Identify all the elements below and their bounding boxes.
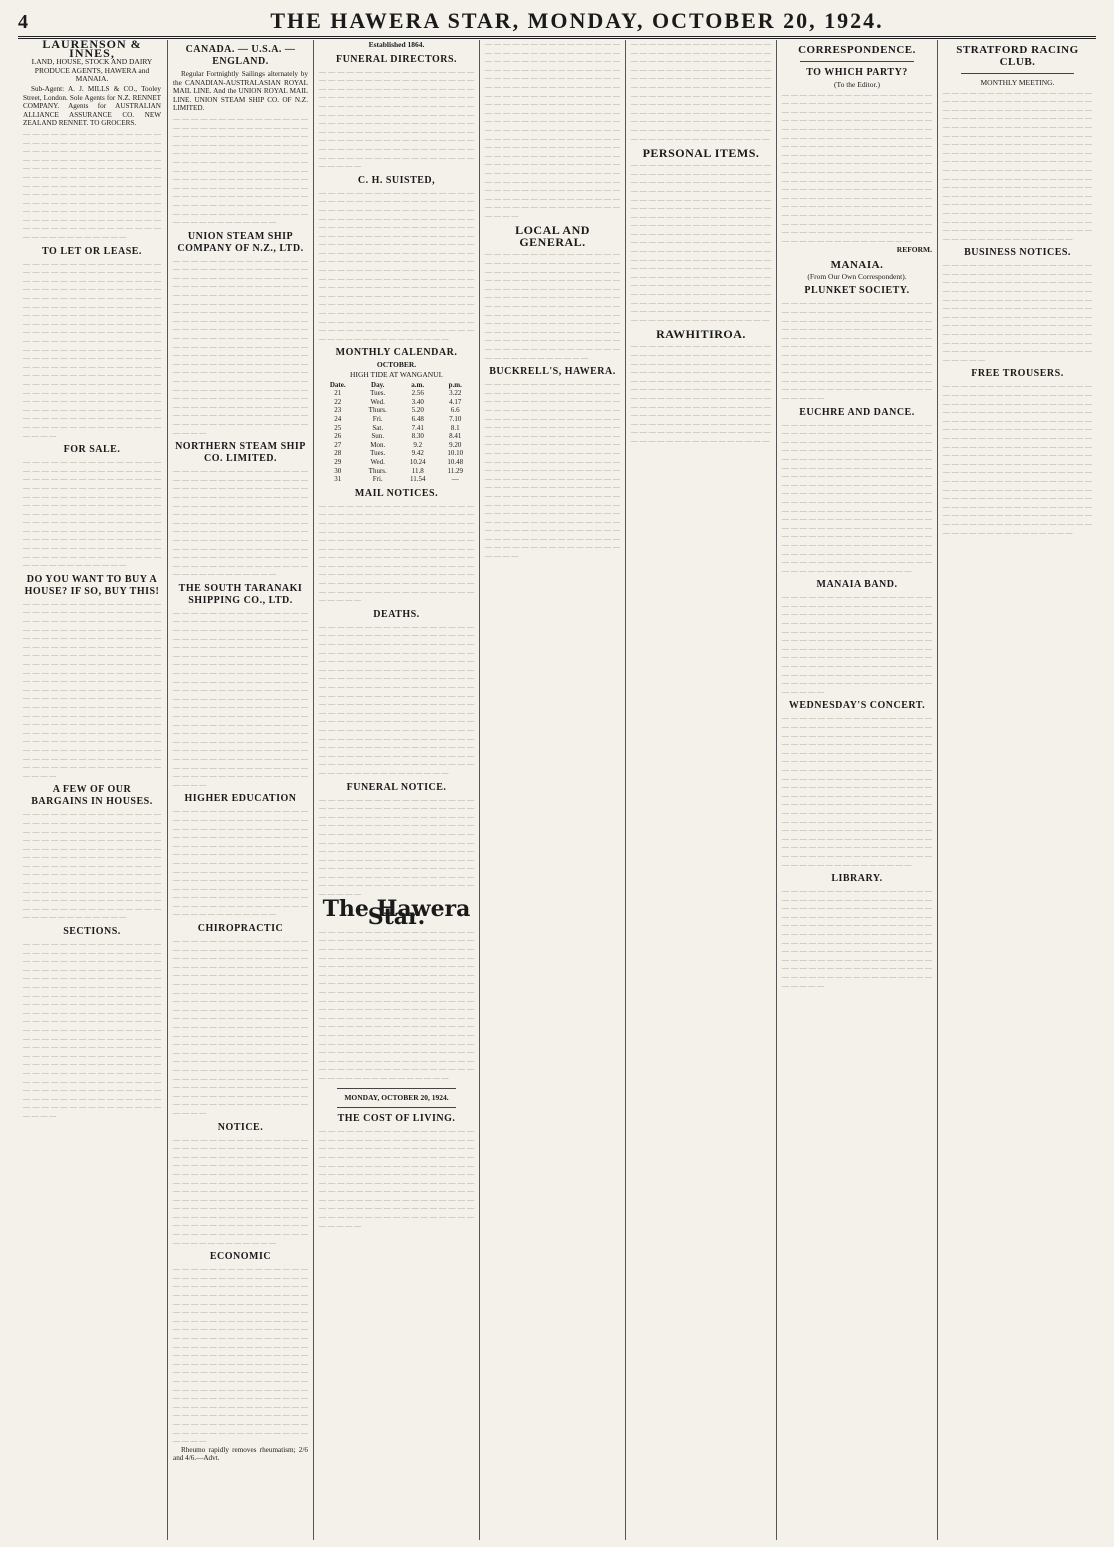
tide-cell: 8.1 bbox=[450, 423, 460, 432]
tide-cell: 21 bbox=[334, 389, 342, 398]
col3-heading-calendar: MONTHLY CALENDAR. bbox=[335, 347, 458, 359]
tide-cell: 22 bbox=[334, 397, 342, 406]
col6-signature: REFORM. bbox=[896, 245, 932, 255]
tide-cell: 23 bbox=[334, 406, 342, 415]
tide-cell: Thurs. bbox=[368, 466, 387, 475]
column-1 bbox=[18, 40, 166, 1540]
col3-filler-g: — — — — — — — — — — — — — — — — — — — — — — — — — — — — — — — — — — — — — — — — — — — — — — — — — — — — — — — — — — — — — — — — — — — — — — — — — — — — — — — — — — — — — — — — — — — — — — — — — — — — — — — — — — — — — — — — — — — — — — — — — — — — — — — — — — — — — — — — — — — — — — — — — — — — — — — — — — — — — — — — — — — — — — — — — — — — — — — — — — — — — — — — — — — — — — — — bbox=[319, 1127, 474, 1230]
col4-filler-c: — — — — — — — — — — — — — — — — — — — — — — — — — — — — — — — — — — — — — — — — — — — — — — — — — — — — — — — — — — — — — — — — — — — — — — — — — — — — — — — — — — — — — — — — — — — — — — — — — — — — — — — — — — — — — — — — — — — — — — — — — — — — — — — — — — — — — — — — — — — — — — — — — — — — — — — — — — — — — — — — — — — — — — — — — — — — — — — — — — — — — — — — — — — — — — — — — — — — — — — — — — — — — — — — — — — — — — — — — — — — — — — — — — — — — — — — — — — — — — — — — — — — — — — — — — — — — — — — — — — — — — — — — — — — — — — — — — — — — — — — — — — — — — — — — — — — — — — — — — — — — — — — bbox=[485, 380, 620, 561]
col1-filler-d: — — — — — — — — — — — — — — — — — — — — — — — — — — — — — — — — — — — — — — — — — — — — — — — — — — — — — — — — — — — — — — — — — — — — — — — — — — — — — — — — — — — — — — — — — — — — — — — — — — — — — — — — — — — — — — — — — — — — — — — — — — — — — — — — — — — — — — — — — — — — — — — — — — — — — — — — — — — — — — — — — — — — — — — — — — — — — — — — — — — — — — — — — — — — — — — — — — — — — — — — — — — — — — — — — — — — — — — — — — — — — — — — — — — — — — — — — — — — — — — — — — — — — — — — — — — — — — — — — — — — — — — — — — — — — — — — — — — — — — — — — — — — — — — — — — — — — — — — — — — — — — — — bbox=[23, 599, 161, 780]
col2-filler-e: — — — — — — — — — — — — — — — — — — — — — — — — — — — — — — — — — — — — — — — — — — — — — — — — — — — — — — — — — — — — — — — — — — — — — — — — — — — — — — — — — — — — — — — — — — — — — — — — — — — — — — — — — — — — — — — — — — — — — — — — — — — — — — — — — — — — — — — — — — — — — — — — — — — — — — — — — — — — — — — — — — — — — — — — — — — — — — — — — — — — — — — — — — — — — — — — bbox=[173, 807, 308, 919]
tide-cell: 10.24 bbox=[409, 457, 426, 466]
tide-row bbox=[319, 458, 474, 467]
tide-row bbox=[319, 424, 474, 433]
col1-filler-b: — — — — — — — — — — — — — — — — — — — — — — — — — — — — — — — — — — — — — — — — — — — — — — — — — — — — — — — — — — — — — — — — — — — — — — — — — — — — — — — — — — — — — — — — — — — — — — — — — — — — — — — — — — — — — — — — — — — — — — — — — — — — — — — — — — — — — — — — — — — — — — — — — — — — — — — — — — — — — — — — — — — — — — — — — — — — — — — — — — — — — — — — — — — — — — — — — — — — — — — — — — — — — — — — — — — — — — — — — — — — — — — — — — — — — — — — — — — — — — — — — — — — — — — — — — — — — — — — — — — — — — — — — — — — — — — — — — — — — — — — — — — — — — — — — — — — — — — — — — — — — — — — bbox=[23, 259, 161, 440]
tide-cell: 5.20 bbox=[411, 406, 424, 415]
col6-heading-concert: WEDNESDAY'S CONCERT. bbox=[788, 700, 926, 712]
tide-cell: 11.8 bbox=[411, 466, 424, 475]
col3-tide-title: HIGH TIDE AT WANGANUI. bbox=[350, 370, 443, 379]
tide-cell: 30 bbox=[334, 466, 342, 475]
col1-section-to-let: TO LET OR LEASE. bbox=[42, 245, 142, 257]
col6-to-editor: (To the Editor.) bbox=[834, 80, 880, 89]
tide-cell: 7.41 bbox=[411, 423, 424, 432]
col5-heading-personal: PERSONAL ITEMS. bbox=[642, 146, 760, 161]
tide-row bbox=[319, 389, 474, 398]
col3-rule bbox=[337, 1088, 456, 1089]
col3-date: MONDAY, OCTOBER 20, 1924. bbox=[344, 1092, 449, 1102]
tide-cell: 6.48 bbox=[411, 414, 424, 423]
col6-rule bbox=[800, 61, 914, 62]
col1-section-sections: SECTIONS. bbox=[63, 926, 121, 938]
col7-heading-racing-club: STRATFORD RACING CLUB. bbox=[956, 44, 1079, 68]
col2-text1: Regular Fortnightly Sailings alternately by the CANADIAN-AUSTRALASIAN ROYAL MAIL LINE. And the UNION ROYAL MAIL LINE. UNION STEAM SHIP CO. OF N.Z. LIMITED. bbox=[173, 70, 308, 113]
col4-filler-a: — — — — — — — — — — — — — — — — — — — — — — — — — — — — — — — — — — — — — — — — — — — — — — — — — — — — — — — — — — — — — — — — — — — — — — — — — — — — — — — — — — — — — — — — — — — — — — — — — — — — — — — — — — — — — — — — — — — — — — — — — — — — — — — — — — — — — — — — — — — — — — — — — — — — — — — — — — — — — — — — — — — — — — — — — — — — — — — — — — — — — — — — — — — — — — — — — — — — — — — — — — — — — — — — — — — — — — — — — — — — — — — — — — — — — — — — — — — — — — — — — — — — — — — — — — — — — — — — — — — — — — — — — — — — — — — — — — — — — — — — — — — — — — — — — — — — — — — — — — — — — — — — bbox=[485, 40, 620, 220]
column-4 bbox=[479, 40, 625, 1540]
col2-heading-higher-education: HIGHER EDUCATION bbox=[184, 793, 297, 805]
masthead bbox=[18, 8, 1096, 39]
tide-cell: 3.22 bbox=[449, 389, 462, 398]
col7-rule bbox=[961, 73, 1074, 74]
tide-header-cell: p.m. bbox=[448, 380, 462, 389]
tide-cell: 24 bbox=[334, 414, 342, 423]
tide-row bbox=[319, 475, 474, 484]
col5-filler-c: — — — — — — — — — — — — — — — — — — — — — — — — — — — — — — — — — — — — — — — — — — — — — — — — — — — — — — — — — — — — — — — — — — — — — — — — — — — — — — — — — — — — — — — — — — — — — — — — — — — — — — — — — — — — — — — — — — — — — — — — — — — — — — — — — — — — — — — — — — — — — — — — — — — — — — — — — — — — — — — — — — — — — — — — — — — — — — — — — — — — — — — — — — — — — — — — bbox=[631, 342, 771, 445]
col2-heading-chiropractic: CHIROPRACTIC bbox=[197, 923, 284, 935]
col1-filler-e: — — — — — — — — — — — — — — — — — — — — — — — — — — — — — — — — — — — — — — — — — — — — — — — — — — — — — — — — — — — — — — — — — — — — — — — — — — — — — — — — — — — — — — — — — — — — — — — — — — — — — — — — — — — — — — — — — — — — — — — — — — — — — — — — — — — — — — — — — — — — — — — — — — — — — — — — — — — — — — — — — — — — — — — — — — — — — — — — — — — — — — — — — — — — — — — — bbox=[23, 810, 161, 922]
col6-filler-a: — — — — — — — — — — — — — — — — — — — — — — — — — — — — — — — — — — — — — — — — — — — — — — — — — — — — — — — — — — — — — — — — — — — — — — — — — — — — — — — — — — — — — — — — — — — — — — — — — — — — — — — — — — — — — — — — — — — — — — — — — — — — — — — — — — — — — — — — — — — — — — — — — — — — — — — — — — — — — — — — — — — — — — — — — — — — — — — — — — — — — — — — — — — — — — — — — — — — — — — — — — — — — — — — — — — — — — — — — — — — — — — — — — — — — — — — — — — — — — — — — — — — — — — — — — — — — — — — — — — — — — — — — — — — — — — — — — — — — — — — — — — — — — — — — — — — — — — — — — — — — — — — bbox=[782, 90, 932, 245]
tide-cell: Mon. bbox=[370, 440, 386, 449]
tide-cell: 8.41 bbox=[449, 432, 462, 441]
col1-filler-a: — — — — — — — — — — — — — — — — — — — — — — — — — — — — — — — — — — — — — — — — — — — — — — — — — — — — — — — — — — — — — — — — — — — — — — — — — — — — — — — — — — — — — — — — — — — — — — — — — — — — — — — — — — — — — — — — — — — — — — — — — — — — — — — — — — — — — — — — — — — — — — — — — — — — — — — — — — — — — — — — — — — — — — — — — — — — — — — — — — — — — — — — — — — — — — — — bbox=[23, 129, 161, 242]
column-6 bbox=[776, 40, 937, 1540]
col4-filler-b: — — — — — — — — — — — — — — — — — — — — — — — — — — — — — — — — — — — — — — — — — — — — — — — — — — — — — — — — — — — — — — — — — — — — — — — — — — — — — — — — — — — — — — — — — — — — — — — — — — — — — — — — — — — — — — — — — — — — — — — — — — — — — — — — — — — — — — — — — — — — — — — — — — — — — — — — — — — — — — — — — — — — — — — — — — — — — — — — — — — — — — — — — — — — — — — — bbox=[485, 250, 620, 362]
col6-heading-euchre: EUCHRE AND DANCE. bbox=[799, 406, 915, 418]
col2-filler-b: — — — — — — — — — — — — — — — — — — — — — — — — — — — — — — — — — — — — — — — — — — — — — — — — — — — — — — — — — — — — — — — — — — — — — — — — — — — — — — — — — — — — — — — — — — — — — — — — — — — — — — — — — — — — — — — — — — — — — — — — — — — — — — — — — — — — — — — — — — — — — — — — — — — — — — — — — — — — — — — — — — — — — — — — — — — — — — — — — — — — — — — — — — — — — — — — — — — — — — — — — — — — — — — — — — — — — — — — — — — — — — — — — — — — — — — — — — — — — — — — — — — — — — — — — — — — — — — — — — — — — — — — — — — — — — — — — — — — — — — — — — — — — — — — — — — — — — — — — — — — — — — — bbox=[173, 256, 308, 437]
tide-row bbox=[319, 406, 474, 415]
col1-section-bargains: A FEW OF OUR BARGAINS IN HOUSES. bbox=[31, 784, 153, 808]
col3-filler-b: — — — — — — — — — — — — — — — — — — — — — — — — — — — — — — — — — — — — — — — — — — — — — — — — — — — — — — — — — — — — — — — — — — — — — — — — — — — — — — — — — — — — — — — — — — — — — — — — — — — — — — — — — — — — — — — — — — — — — — — — — — — — — — — — — — — — — — — — — — — — — — — — — — — — — — — — — — — — — — — — — — — — — — — — — — — — — — — — — — — — — — — — — — — — — — — — — — — — — — — — — — — — — — — — — — — — — — — — — — — — — — — — — — — — — — — — — — — — — — — — — — — — — — — — — — — — — — — — — — — — — — — — — — — — — — — — — — — — — — — — — — — — — — — — — — — — — — — — — — — — — — — — bbox=[319, 188, 474, 343]
col1-para1: Sub-Agent: A. J. MILLS & CO., Tooley Street, London. Sole Agents for N.Z. RENNET COMPANY. Agents for AUSTRALIAN ALLIANCE ASSURANCE CO. NEW ZEALAND RENNET. TO GROCERS. bbox=[23, 84, 161, 128]
col3-heading-mail: MAIL NOTICES. bbox=[354, 487, 439, 499]
col2-heading-south-taranaki: THE SOUTH TARANAKI SHIPPING CO., LTD. bbox=[178, 582, 303, 606]
tide-cell: 4.17 bbox=[449, 397, 462, 406]
col3-heading-funeral-directors: FUNERAL DIRECTORS. bbox=[335, 53, 458, 65]
tide-cell: Fri. bbox=[372, 475, 383, 484]
col7-heading-business-notices: BUSINESS NOTICES. bbox=[964, 247, 1071, 259]
tide-cell: Sun. bbox=[371, 432, 385, 441]
col2-filler-a: — — — — — — — — — — — — — — — — — — — — — — — — — — — — — — — — — — — — — — — — — — — — — — — — — — — — — — — — — — — — — — — — — — — — — — — — — — — — — — — — — — — — — — — — — — — — — — — — — — — — — — — — — — — — — — — — — — — — — — — — — — — — — — — — — — — — — — — — — — — — — — — — — — — — — — — — — — — — — — — — — — — — — — — — — — — — — — — — — — — — — — — — — — — — — — — — bbox=[173, 114, 308, 227]
tide-cell: Tues. bbox=[370, 449, 386, 458]
tide-cell: 7.10 bbox=[449, 414, 462, 423]
col1-section-buy-house: DO YOU WANT TO BUY A HOUSE? IF SO, BUY THIS! bbox=[24, 573, 160, 597]
column-3 bbox=[313, 40, 479, 1540]
col1-section-for-sale: FOR SALE. bbox=[63, 444, 121, 456]
col2-heading-canada: CANADA. — U.S.A. — ENGLAND. bbox=[185, 44, 296, 67]
col6-filler-c: — — — — — — — — — — — — — — — — — — — — — — — — — — — — — — — — — — — — — — — — — — — — — — — — — — — — — — — — — — — — — — — — — — — — — — — — — — — — — — — — — — — — — — — — — — — — — — — — — — — — — — — — — — — — — — — — — — — — — — — — — — — — — — — — — — — — — — — — — — — — — — — — — — — — — — — — — — — — — — — — — — — — — — — — — — — — — — — — — — — — — — — — — — — — — — — — — — — — — — — — — — — — — — — — — — — — — — — — — — — — — — — — — — — — — — — — — — — — — — — — — — — — — — — — — — — — — — — — — — — — — — — — — — — — — — — — — — — — — — — — — — — — — — — — — — — — — — — — — — — — — — — — bbox=[782, 420, 932, 575]
col3-filler-d: — — — — — — — — — — — — — — — — — — — — — — — — — — — — — — — — — — — — — — — — — — — — — — — — — — — — — — — — — — — — — — — — — — — — — — — — — — — — — — — — — — — — — — — — — — — — — — — — — — — — — — — — — — — — — — — — — — — — — — — — — — — — — — — — — — — — — — — — — — — — — — — — — — — — — — — — — — — — — — — — — — — — — — — — — — — — — — — — — — — — — — — — — — — — — — — — — — — — — — — — — — — — — — — — — — — — — — — — — — — — — — — — — — — — — — — — — — — — — — — — — — — — — — — — — — — — — — — — — — — — — — — — — — — — — — — — — — — — — — — — — — — — — — — — — — — — — — — — — — — — — — — — bbox=[319, 622, 474, 777]
col1-filler-f: — — — — — — — — — — — — — — — — — — — — — — — — — — — — — — — — — — — — — — — — — — — — — — — — — — — — — — — — — — — — — — — — — — — — — — — — — — — — — — — — — — — — — — — — — — — — — — — — — — — — — — — — — — — — — — — — — — — — — — — — — — — — — — — — — — — — — — — — — — — — — — — — — — — — — — — — — — — — — — — — — — — — — — — — — — — — — — — — — — — — — — — — — — — — — — — — — — — — — — — — — — — — — — — — — — — — — — — — — — — — — — — — — — — — — — — — — — — — — — — — — — — — — — — — — — — — — — — — — — — — — — — — — — — — — — — — — — — — — — — — — — — — — — — — — — — — — — — — — — — — — — — — bbox=[23, 940, 161, 1120]
tide-row bbox=[319, 449, 474, 458]
col2-heading-notice: NOTICE. bbox=[217, 1121, 264, 1133]
column-7 bbox=[937, 40, 1097, 1540]
tide-cell: Thurs. bbox=[368, 406, 387, 415]
col6-heading-manaia: MANAIA. bbox=[830, 258, 884, 271]
col2-heading-economic: ECONOMIC bbox=[209, 1251, 272, 1263]
col7-heading-monthly-meeting: MONTHLY MEETING. bbox=[980, 78, 1055, 87]
tide-body bbox=[319, 389, 474, 484]
tide-cell: 11.54 bbox=[409, 475, 426, 484]
col3-heading-cost-of-living: THE COST OF LIVING. bbox=[337, 1113, 456, 1125]
tide-cell: 11.29 bbox=[447, 466, 463, 475]
tide-cell: 9.42 bbox=[411, 449, 424, 458]
tide-cell: 6.6 bbox=[450, 406, 460, 415]
col6-filler-f: — — — — — — — — — — — — — — — — — — — — — — — — — — — — — — — — — — — — — — — — — — — — — — — — — — — — — — — — — — — — — — — — — — — — — — — — — — — — — — — — — — — — — — — — — — — — — — — — — — — — — — — — — — — — — — — — — — — — — — — — — — — — — — — — — — — — — — — — — — — — — — — — — — — — — — — — — — — — — — — — — — — — — — — — — — — — — — — — — — — — — — — — — — — — — — — — bbox=[782, 887, 932, 990]
col2-footer: Rheumo rapidly removes rheumatism; 2/6 and 4/6.—Advt. bbox=[173, 1445, 308, 1463]
tide-cell: 27 bbox=[334, 440, 342, 449]
col1-subheading: LAND, HOUSE, STOCK AND DAIRY PRODUCE AGENTS, HAWERA and MANAIA. bbox=[31, 57, 153, 84]
newspaper-title: THE HAWERA STAR, MONDAY, OCTOBER 20, 1924. bbox=[270, 8, 884, 33]
tide-cell: 10.10 bbox=[447, 449, 464, 458]
column-5 bbox=[625, 40, 776, 1540]
col3-established: Established 1864. bbox=[368, 40, 425, 49]
col3-heading-suisted: C. H. SUISTED, bbox=[357, 174, 436, 186]
tide-cell: 28 bbox=[334, 449, 342, 458]
col6-filler-b: — — — — — — — — — — — — — — — — — — — — — — — — — — — — — — — — — — — — — — — — — — — — — — — — — — — — — — — — — — — — — — — — — — — — — — — — — — — — — — — — — — — — — — — — — — — — — — — — — — — — — — — — — — — — — — — — — — — — — — — — — — — — — — — — — — — — — — — — — — — — — — — — — — — — — — — — — — — — — — — — — — — — — — — — — — — — — — — — — — — — — — — — — — — — — — — — bbox=[782, 299, 932, 402]
tide-cell: — bbox=[451, 475, 459, 484]
tide-cell: Wed. bbox=[370, 397, 385, 406]
tide-cell: 3.40 bbox=[411, 397, 424, 406]
col6-heading-plunket: PLUNKET SOCIETY. bbox=[804, 285, 910, 297]
tide-cell: Tues. bbox=[370, 389, 386, 398]
col2-heading-northern: NORTHERN STEAM SHIP CO. LIMITED. bbox=[175, 441, 306, 465]
col5-heading-rawhitiroa: RAWHITIROA. bbox=[656, 327, 746, 342]
col3-month: OCTOBER. bbox=[376, 360, 417, 370]
col6-heading-library: LIBRARY. bbox=[831, 873, 883, 885]
col4-heading-buckrells: BUCKRELL'S, HAWERA. bbox=[489, 366, 616, 378]
col7-heading-free-trousers: FREE TROUSERS. bbox=[971, 368, 1064, 380]
tide-cell: Fri. bbox=[372, 414, 383, 423]
tide-cell: 26 bbox=[334, 432, 342, 441]
col3-filler-c: — — — — — — — — — — — — — — — — — — — — — — — — — — — — — — — — — — — — — — — — — — — — — — — — — — — — — — — — — — — — — — — — — — — — — — — — — — — — — — — — — — — — — — — — — — — — — — — — — — — — — — — — — — — — — — — — — — — — — — — — — — — — — — — — — — — — — — — — — — — — — — — — — — — — — — — — — — — — — — — — — — — — — — — — — — — — — — — — — — — — — — — — — — — — — — — — bbox=[319, 501, 474, 605]
tide-row bbox=[319, 432, 474, 441]
tide-header-cell: Date. bbox=[329, 380, 346, 389]
col1-heading: LAURENSON & INNES, bbox=[42, 40, 142, 60]
tide-cell: 8.30 bbox=[411, 432, 424, 441]
col3-filler-a: — — — — — — — — — — — — — — — — — — — — — — — — — — — — — — — — — — — — — — — — — — — — — — — — — — — — — — — — — — — — — — — — — — — — — — — — — — — — — — — — — — — — — — — — — — — — — — — — — — — — — — — — — — — — — — — — — — — — — — — — — — — — — — — — — — — — — — — — — — — — — — — — — — — — — — — — — — — — — — — — — — — — — — — — — — — — — — — — — — — — — — — — — — — — — — — — bbox=[319, 67, 474, 171]
col3-heading-deaths: DEATHS. bbox=[373, 608, 420, 620]
tide-cell: 9.2 bbox=[413, 440, 423, 449]
col2-filler-c: — — — — — — — — — — — — — — — — — — — — — — — — — — — — — — — — — — — — — — — — — — — — — — — — — — — — — — — — — — — — — — — — — — — — — — — — — — — — — — — — — — — — — — — — — — — — — — — — — — — — — — — — — — — — — — — — — — — — — — — — — — — — — — — — — — — — — — — — — — — — — — — — — — — — — — — — — — — — — — — — — — — — — — — — — — — — — — — — — — — — — — — — — — — — — — — — bbox=[173, 467, 308, 579]
col1-filler-c: — — — — — — — — — — — — — — — — — — — — — — — — — — — — — — — — — — — — — — — — — — — — — — — — — — — — — — — — — — — — — — — — — — — — — — — — — — — — — — — — — — — — — — — — — — — — — — — — — — — — — — — — — — — — — — — — — — — — — — — — — — — — — — — — — — — — — — — — — — — — — — — — — — — — — — — — — — — — — — — — — — — — — — — — — — — — — — — — — — — — — — — — — — — — — — — — bbox=[23, 458, 161, 570]
tide-row bbox=[319, 398, 474, 407]
tide-cell: 2.56 bbox=[411, 389, 424, 398]
tide-row bbox=[319, 441, 474, 450]
col3-masthead-hawera-star: The Hawera Star. bbox=[322, 895, 471, 931]
col3-filler-e: — — — — — — — — — — — — — — — — — — — — — — — — — — — — — — — — — — — — — — — — — — — — — — — — — — — — — — — — — — — — — — — — — — — — — — — — — — — — — — — — — — — — — — — — — — — — — — — — — — — — — — — — — — — — — — — — — — — — — — — — — — — — — — — — — — — — — — — — — — — — — — — — — — — — — — — — — — — — — — — — — — — — — — — — — — — — — — — — — — — — — — — — — — — — — — — — bbox=[319, 795, 474, 899]
tide-cell: 9.20 bbox=[449, 440, 462, 449]
col6-heading-which-party: TO WHICH PARTY? bbox=[806, 67, 908, 78]
col2-heading-union: UNION STEAM SHIP COMPANY OF N.Z., LTD. bbox=[177, 230, 304, 254]
tide-header-cell: Day. bbox=[371, 380, 385, 389]
col3-heading-funeral-notice: FUNERAL NOTICE. bbox=[346, 781, 447, 793]
col5-filler-b: — — — — — — — — — — — — — — — — — — — — — — — — — — — — — — — — — — — — — — — — — — — — — — — — — — — — — — — — — — — — — — — — — — — — — — — — — — — — — — — — — — — — — — — — — — — — — — — — — — — — — — — — — — — — — — — — — — — — — — — — — — — — — — — — — — — — — — — — — — — — — — — — — — — — — — — — — — — — — — — — — — — — — — — — — — — — — — — — — — — — — — — — — — — — — — — — — — — — — — — — — — — — — — — — — — — — — — — — — — — — — — — — — — — — — — — — — — — — — — — — — — — — — — — — — — — — — — — — — — — — — — — — — — — — — — — — — — — — — — — — — — — — — — — — — — — — — — — — — — — — — — — — bbox=[631, 161, 771, 324]
col2-filler-g: — — — — — — — — — — — — — — — — — — — — — — — — — — — — — — — — — — — — — — — — — — — — — — — — — — — — — — — — — — — — — — — — — — — — — — — — — — — — — — — — — — — — — — — — — — — — — — — — — — — — — — — — — — — — — — — — — — — — — — — — — — — — — — — — — — — — — — — — — — — — — — — — — — — — — — — — — — — — — — — — — — — — — — — — — — — — — — — — — — — — — — — — — — — — — — — — bbox=[173, 1135, 308, 1247]
tide-cell: 31 bbox=[334, 475, 342, 484]
col6-filler-d: — — — — — — — — — — — — — — — — — — — — — — — — — — — — — — — — — — — — — — — — — — — — — — — — — — — — — — — — — — — — — — — — — — — — — — — — — — — — — — — — — — — — — — — — — — — — — — — — — — — — — — — — — — — — — — — — — — — — — — — — — — — — — — — — — — — — — — — — — — — — — — — — — — — — — — — — — — — — — — — — — — — — — — — — — — — — — — — — — — — — — — — — — — — — — — — — bbox=[782, 593, 932, 696]
col4-heading-local-general: LOCAL AND GENERAL. bbox=[515, 223, 590, 250]
col6-heading-band: MANAIA BAND. bbox=[816, 579, 898, 591]
tide-header-cell: a.m. bbox=[411, 380, 425, 389]
col6-own-correspondent: (From Our Own Correspondent). bbox=[807, 271, 907, 281]
page-number: 4 bbox=[18, 11, 28, 33]
tide-header-row bbox=[319, 381, 474, 390]
column-2 bbox=[167, 40, 313, 1540]
col6-filler-e: — — — — — — — — — — — — — — — — — — — — — — — — — — — — — — — — — — — — — — — — — — — — — — — — — — — — — — — — — — — — — — — — — — — — — — — — — — — — — — — — — — — — — — — — — — — — — — — — — — — — — — — — — — — — — — — — — — — — — — — — — — — — — — — — — — — — — — — — — — — — — — — — — — — — — — — — — — — — — — — — — — — — — — — — — — — — — — — — — — — — — — — — — — — — — — — — — — — — — — — — — — — — — — — — — — — — — — — — — — — — — — — — — — — — — — — — — — — — — — — — — — — — — — — — — — — — — — — — — — — — — — — — — — — — — — — — — — — — — — — — — — — — — — — — — — — — — — — — — — — — — — — — bbox=[782, 714, 932, 869]
tide-cell: Wed. bbox=[370, 457, 385, 466]
tide-cell: 10.48 bbox=[447, 457, 464, 466]
col7-filler-b: — — — — — — — — — — — — — — — — — — — — — — — — — — — — — — — — — — — — — — — — — — — — — — — — — — — — — — — — — — — — — — — — — — — — — — — — — — — — — — — — — — — — — — — — — — — — — — — — — — — — — — — — — — — — — — — — — — — — — — — — — — — — — — — — — — — — — — — — — — — — — — — — — — — — — — — — — — — — — — — — — — — — — — — — — — — — — — — — — — — — — — — — — — — — — — — — bbox=[943, 261, 1092, 364]
tide-row bbox=[319, 415, 474, 424]
col2-filler-f: — — — — — — — — — — — — — — — — — — — — — — — — — — — — — — — — — — — — — — — — — — — — — — — — — — — — — — — — — — — — — — — — — — — — — — — — — — — — — — — — — — — — — — — — — — — — — — — — — — — — — — — — — — — — — — — — — — — — — — — — — — — — — — — — — — — — — — — — — — — — — — — — — — — — — — — — — — — — — — — — — — — — — — — — — — — — — — — — — — — — — — — — — — — — — — — — — — — — — — — — — — — — — — — — — — — — — — — — — — — — — — — — — — — — — — — — — — — — — — — — — — — — — — — — — — — — — — — — — — — — — — — — — — — — — — — — — — — — — — — — — — — — — — — — — — — — — — — — — — — — — — — — bbox=[173, 937, 308, 1117]
tide-row bbox=[319, 467, 474, 476]
col2-filler-h: — — — — — — — — — — — — — — — — — — — — — — — — — — — — — — — — — — — — — — — — — — — — — — — — — — — — — — — — — — — — — — — — — — — — — — — — — — — — — — — — — — — — — — — — — — — — — — — — — — — — — — — — — — — — — — — — — — — — — — — — — — — — — — — — — — — — — — — — — — — — — — — — — — — — — — — — — — — — — — — — — — — — — — — — — — — — — — — — — — — — — — — — — — — — — — — — — — — — — — — — — — — — — — — — — — — — — — — — — — — — — — — — — — — — — — — — — — — — — — — — — — — — — — — — — — — — — — — — — — — — — — — — — — — — — — — — — — — — — — — — — — — — — — — — — — — — — — — — — — — — — — — — bbox=[173, 1265, 308, 1446]
col6-heading-correspondence: CORRESPONDENCE. bbox=[798, 44, 916, 56]
col5-filler-a: — — — — — — — — — — — — — — — — — — — — — — — — — — — — — — — — — — — — — — — — — — — — — — — — — — — — — — — — — — — — — — — — — — — — — — — — — — — — — — — — — — — — — — — — — — — — — — — — — — — — — — — — — — — — — — — — — — — — — — — — — — — — — — — — — — — — — — — — — — — — — — — — — — — — — — — — — — — — — — — — — — — — — — — — — — — — — — — — — — — — — — — — — — — — — — — — bbox=[631, 40, 771, 143]
tide-cell: 29 bbox=[334, 457, 342, 466]
tide-table bbox=[319, 381, 474, 484]
col7-filler-c: — — — — — — — — — — — — — — — — — — — — — — — — — — — — — — — — — — — — — — — — — — — — — — — — — — — — — — — — — — — — — — — — — — — — — — — — — — — — — — — — — — — — — — — — — — — — — — — — — — — — — — — — — — — — — — — — — — — — — — — — — — — — — — — — — — — — — — — — — — — — — — — — — — — — — — — — — — — — — — — — — — — — — — — — — — — — — — — — — — — — — — — — — — — — — — — — — — — — — — — — — — — — — — — — — — — — — — — — — — — — — — — — — — — — — — — — — — — — — — — — — — — — — — — — — — — — — — — — — — — — — — — — — — — — — — — — — — — — — — — — — — — — — — — — — — — — — — — — — — — — — — — — bbox=[943, 382, 1092, 537]
col2-filler-d: — — — — — — — — — — — — — — — — — — — — — — — — — — — — — — — — — — — — — — — — — — — — — — — — — — — — — — — — — — — — — — — — — — — — — — — — — — — — — — — — — — — — — — — — — — — — — — — — — — — — — — — — — — — — — — — — — — — — — — — — — — — — — — — — — — — — — — — — — — — — — — — — — — — — — — — — — — — — — — — — — — — — — — — — — — — — — — — — — — — — — — — — — — — — — — — — — — — — — — — — — — — — — — — — — — — — — — — — — — — — — — — — — — — — — — — — — — — — — — — — — — — — — — — — — — — — — — — — — — — — — — — — — — — — — — — — — — — — — — — — — — — — — — — — — — — — — — — — — — — — — — — — bbox=[173, 608, 308, 789]
col3-rule-2 bbox=[337, 1107, 456, 1108]
col7-filler-a: — — — — — — — — — — — — — — — — — — — — — — — — — — — — — — — — — — — — — — — — — — — — — — — — — — — — — — — — — — — — — — — — — — — — — — — — — — — — — — — — — — — — — — — — — — — — — — — — — — — — — — — — — — — — — — — — — — — — — — — — — — — — — — — — — — — — — — — — — — — — — — — — — — — — — — — — — — — — — — — — — — — — — — — — — — — — — — — — — — — — — — — — — — — — — — — — — — — — — — — — — — — — — — — — — — — — — — — — — — — — — — — — — — — — — — — — — — — — — — — — — — — — — — — — — — — — — — — — — — — — — — — — — — — — — — — — — — — — — — — — — — — — — — — — — — — — — — — — — — — — — — — — bbox=[943, 88, 1092, 243]
tide-cell: Sat. bbox=[372, 423, 384, 432]
tide-cell: 25 bbox=[334, 423, 342, 432]
col3-filler-f: — — — — — — — — — — — — — — — — — — — — — — — — — — — — — — — — — — — — — — — — — — — — — — — — — — — — — — — — — — — — — — — — — — — — — — — — — — — — — — — — — — — — — — — — — — — — — — — — — — — — — — — — — — — — — — — — — — — — — — — — — — — — — — — — — — — — — — — — — — — — — — — — — — — — — — — — — — — — — — — — — — — — — — — — — — — — — — — — — — — — — — — — — — — — — — — — — — — — — — — — — — — — — — — — — — — — — — — — — — — — — — — — — — — — — — — — — — — — — — — — — — — — — — — — — — — — — — — — — — — — — — — — — — — — — — — — — — — — — — — — — — — — — — — — — — — — — — — — — — — — — — — — bbox=[319, 927, 474, 1082]
